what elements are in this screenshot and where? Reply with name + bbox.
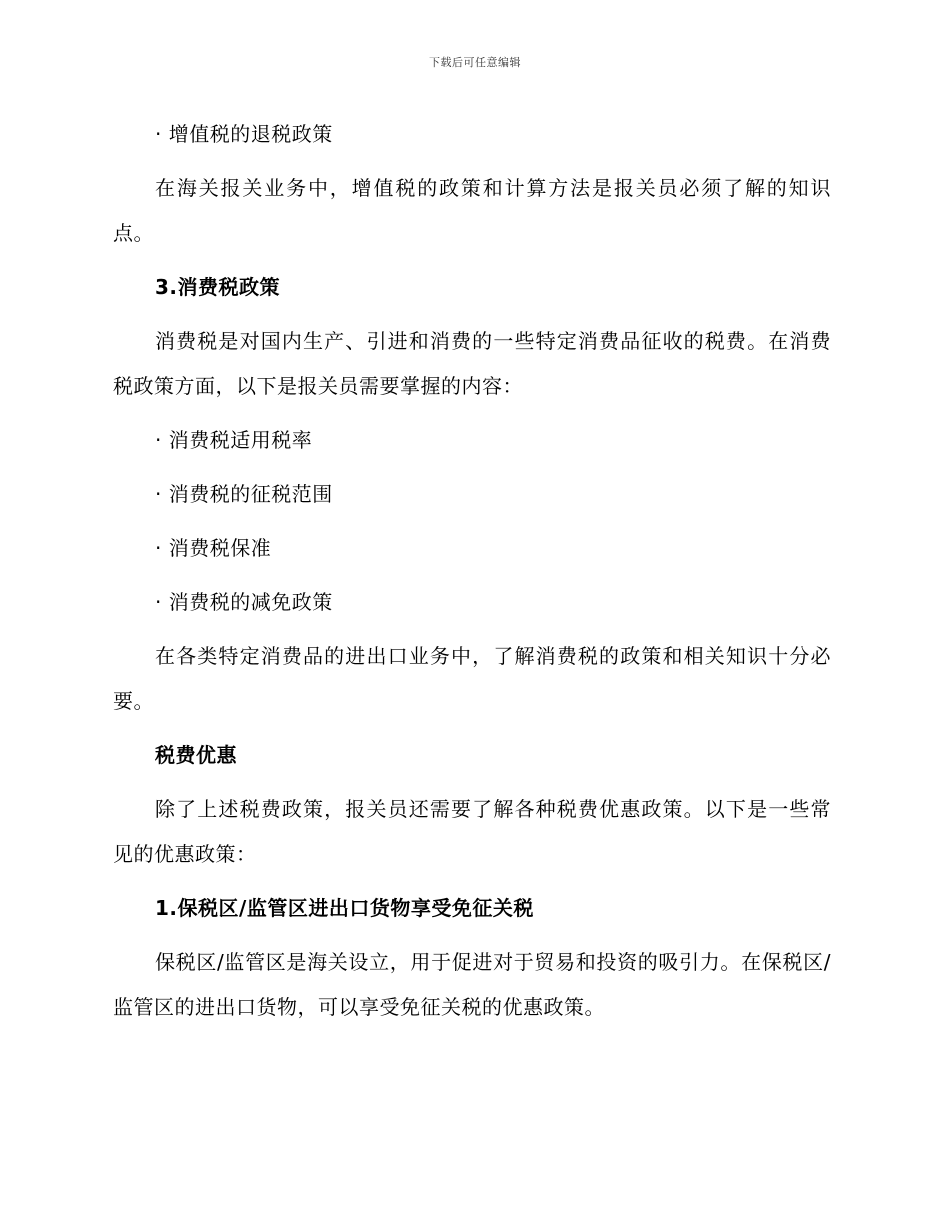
heading-bonded-zone: 1.保税区/监管区进出口货物享受免征关税 [155, 896, 534, 920]
heading-consumption-tax: 3.消费税政策 [155, 275, 281, 299]
document-body [113, 112, 831, 1039]
paragraph-tax-incentives-intro: 除了上述税费政策，报关员还需要了解各种税费优惠政策。以下是一些常见的优惠政策： [113, 797, 831, 866]
bullet-consumption-tax-reduction: · 消费税的减免政策 [155, 590, 333, 614]
bullet-consumption-tax-scope: · 消费税的征税范围 [155, 482, 333, 506]
paragraph-consumption-tax-intro: 消费税是对国内生产、引进和消费的一些特定消费品征收的税费。在消费税政策方面，以下是报关员需要掌握的内容： [113, 329, 831, 398]
paragraph-vat-summary: 在海关报关业务中，增值税的政策和计算方法是报关员必须了解的知识点。 [113, 176, 831, 245]
paragraph-consumption-tax-summary: 在各类特定消费品的进出口业务中，了解消费税的政策和相关知识十分必要。 [113, 644, 831, 713]
heading-tax-incentives: 税费优惠 [155, 743, 237, 767]
bullet-consumption-tax-standard: · 消费税保准 [155, 536, 272, 560]
page-header-note: 下载后可任意编辑 [429, 56, 521, 69]
bullet-consumption-tax-rate: · 消费税适用税率 [155, 428, 313, 452]
bullet-vat-refund: · 增值税的退税政策 [155, 122, 333, 146]
paragraph-bonded-zone: 保税区/监管区是海关设立，用于促进对于贸易和投资的吸引力。在保税区/监管区的进出口货物，可以享受免征关税的优惠政策。 [113, 950, 831, 1019]
